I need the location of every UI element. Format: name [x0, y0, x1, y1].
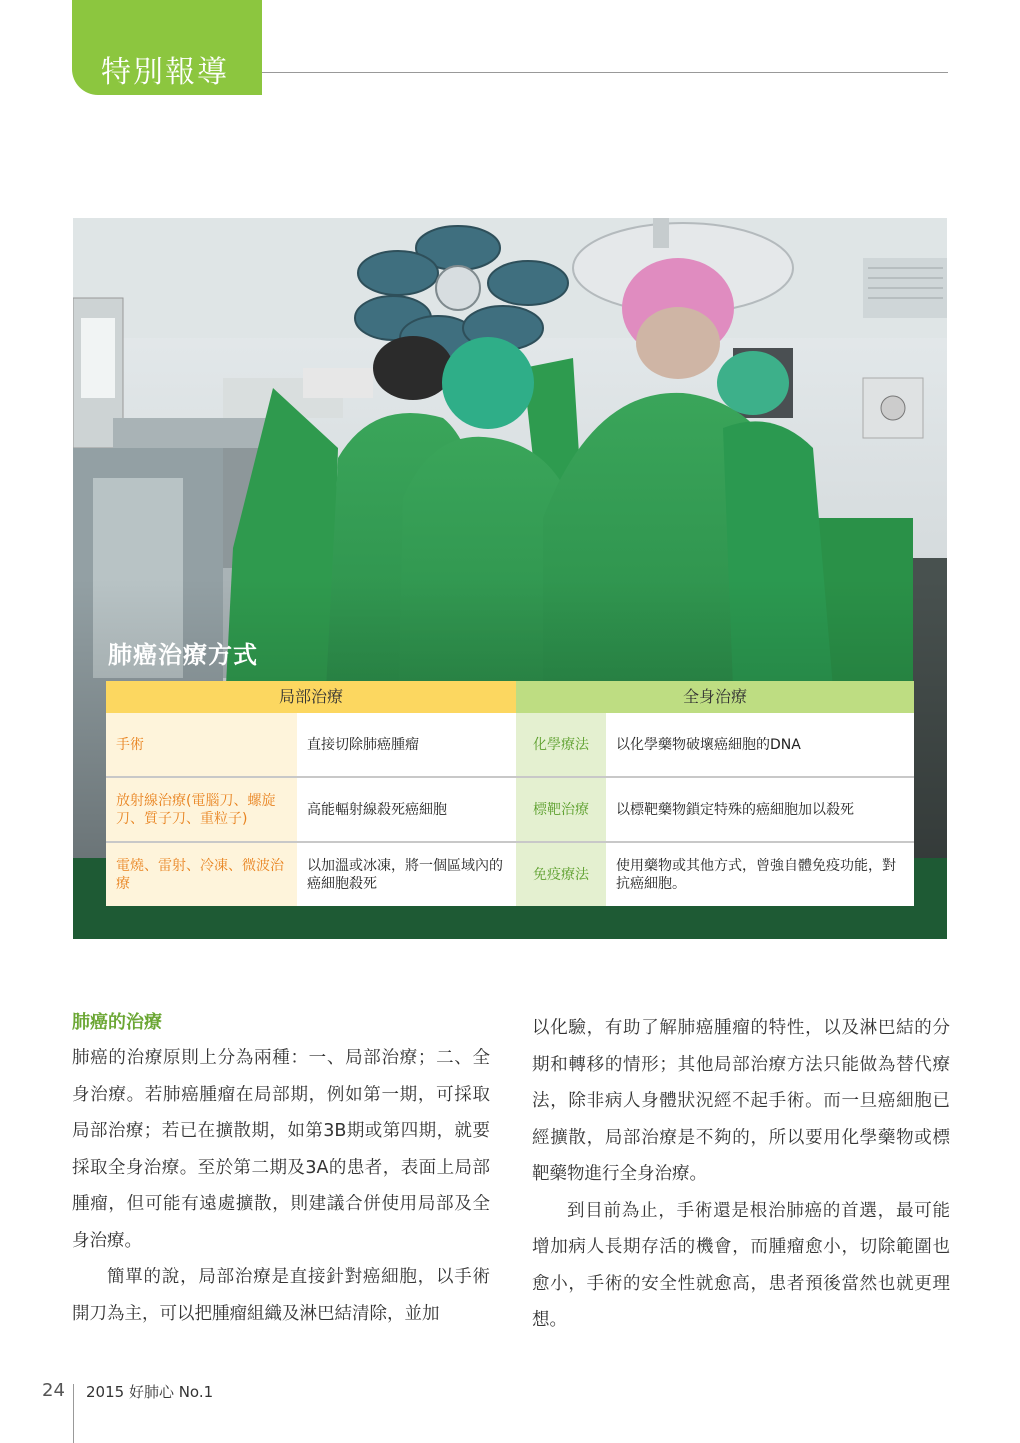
paragraph-part: 簡單的說，局部治療是直接針對癌細胞，以手術開刀為主，可以把腫瘤組織及淋巴結清除，並加 — [72, 1267, 490, 1324]
header-rule — [262, 72, 948, 73]
local-method-name: 電燒、雷射、冷凍、微波治療 — [106, 842, 297, 906]
footer-divider — [73, 1384, 74, 1443]
local-method-name: 放射線治療(電腦刀、螺旋刀、質子刀、重粒子) — [106, 777, 297, 842]
section-label: 特別報導 — [101, 55, 229, 90]
table-row — [106, 713, 914, 777]
local-treatment-header: 局部治療 — [106, 681, 516, 713]
systemic-method-desc: 使用藥物或其他方式，曾強自體免疫功能，對抗癌細胞。 — [606, 842, 914, 906]
local-method-desc: 以加溫或冰凍，將一個區域內的癌細胞殺死 — [297, 842, 516, 906]
article-column-left — [72, 1010, 490, 1332]
paragraph-part: 以化驗，有助了解肺癌腫瘤的特性，以及淋巴結的分期和轉移的情形；其他局部治療方法只能做為替代療法，除非病人身體狀況經不起手術。而一旦癌細胞已經擴散，局部治療是不夠的，所以要用化學藥物或標靶藥物進行全身治療。 — [532, 1018, 950, 1184]
systemic-method-desc: 以標靶藥物鎖定特殊的癌細胞加以殺死 — [606, 777, 914, 842]
systemic-method-desc: 以化學藥物破壞癌細胞的DNA — [606, 713, 914, 777]
systemic-method-name: 化學療法 — [516, 713, 606, 777]
systemic-method-name: 標靶治療 — [516, 777, 606, 842]
article-column-right — [532, 1010, 950, 1339]
article-heading: 肺癌的治療 — [72, 1012, 162, 1033]
local-method-name: 手術 — [106, 713, 297, 777]
table-row — [106, 777, 914, 842]
local-method-desc: 直接切除肺癌腫瘤 — [297, 713, 516, 777]
treatment-table — [106, 681, 914, 906]
issue-label: 2015 好肺心 No.1 — [86, 1383, 214, 1401]
paragraph: 肺癌的治療原則上分為兩種：一、局部治療；二、全身治療。若肺癌腫瘤在局部期，例如第一期，可採取局部治療；若已在擴散期，如第3B期或第四期，就要採取全身治療。至於第二期及3A的患者，表面上局部腫瘤，但可能有遠處擴散，則建議合併使用局部及全身治療。 — [72, 1048, 490, 1251]
local-method-desc: 高能輻射線殺死癌細胞 — [297, 777, 516, 842]
paragraph: 到目前為止，手術還是根治肺癌的首選，最可能增加病人長期存活的機會，而腫瘤愈小，切除範圍也愈小，手術的安全性就愈高，患者預後當然也就更理想。 — [532, 1200, 950, 1330]
systemic-treatment-header: 全身治療 — [516, 681, 914, 713]
table-header-row — [106, 681, 914, 713]
page-number: 24 — [42, 1380, 65, 1401]
table-row — [106, 842, 914, 906]
panel-title: 肺癌治療方式 — [108, 641, 258, 669]
systemic-method-name: 免疫療法 — [516, 842, 606, 906]
